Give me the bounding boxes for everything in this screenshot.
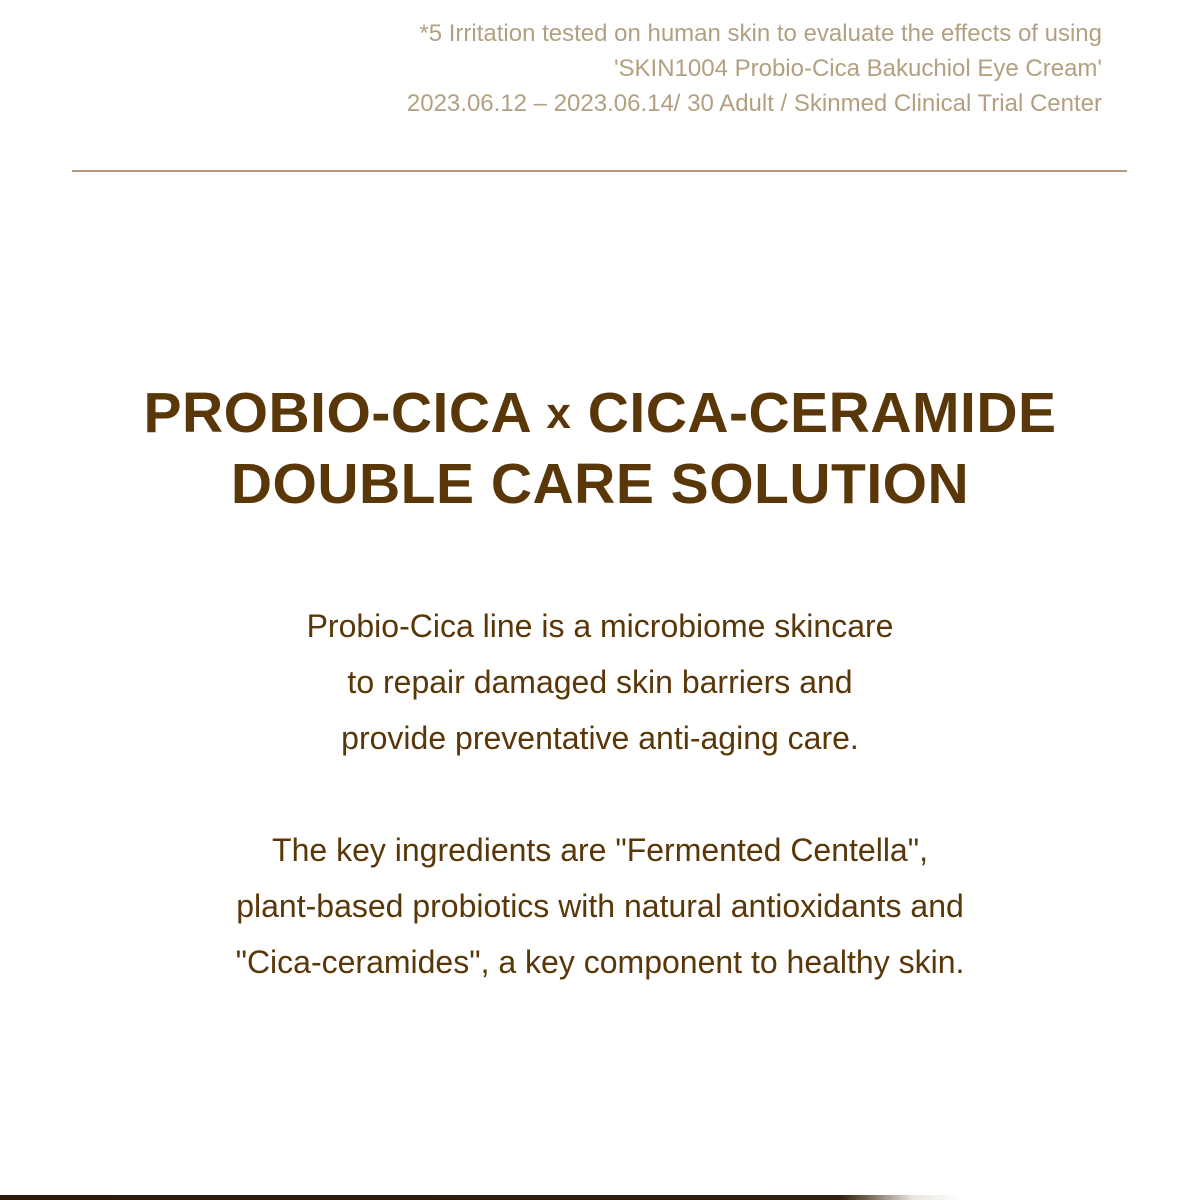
- paragraph-line: provide preventative anti-aging care.: [341, 720, 859, 756]
- paragraph-line: The key ingredients are "Fermented Centella",: [272, 832, 928, 868]
- page-headline: [0, 378, 1200, 519]
- paragraph-line: Probio-Cica line is a microbiome skincare: [306, 608, 894, 644]
- footnote-line-1: *5 Irritation tested on human skin to evaluate the effects of using: [419, 20, 1102, 47]
- footnote-line-2: 'SKIN1004 Probio-Cica Bakuchiol Eye Cream': [613, 55, 1102, 82]
- section-divider: [72, 170, 1127, 172]
- clinical-test-footnote: [202, 16, 1102, 121]
- paragraph-line: "Cica-ceramides", a key component to healthy skin.: [235, 944, 965, 980]
- description-paragraph-1: [0, 598, 1200, 766]
- headline-part-1: PROBIO-CICA: [143, 381, 547, 445]
- description-paragraph-2: [0, 822, 1200, 990]
- paragraph-line: plant-based probiotics with natural antioxidants and: [236, 888, 964, 924]
- headline-line-1: [0, 378, 1200, 449]
- headline-x: x: [546, 389, 572, 438]
- bottom-edge-bar: [0, 1195, 1200, 1200]
- footnote-line-3: 2023.06.12 – 2023.06.14/ 30 Adult / Skinmed Clinical Trial Center: [406, 90, 1102, 117]
- headline-line-2: DOUBLE CARE SOLUTION: [230, 452, 970, 516]
- headline-part-2: CICA-CERAMIDE: [571, 381, 1057, 445]
- paragraph-line: to repair damaged skin barriers and: [347, 664, 853, 700]
